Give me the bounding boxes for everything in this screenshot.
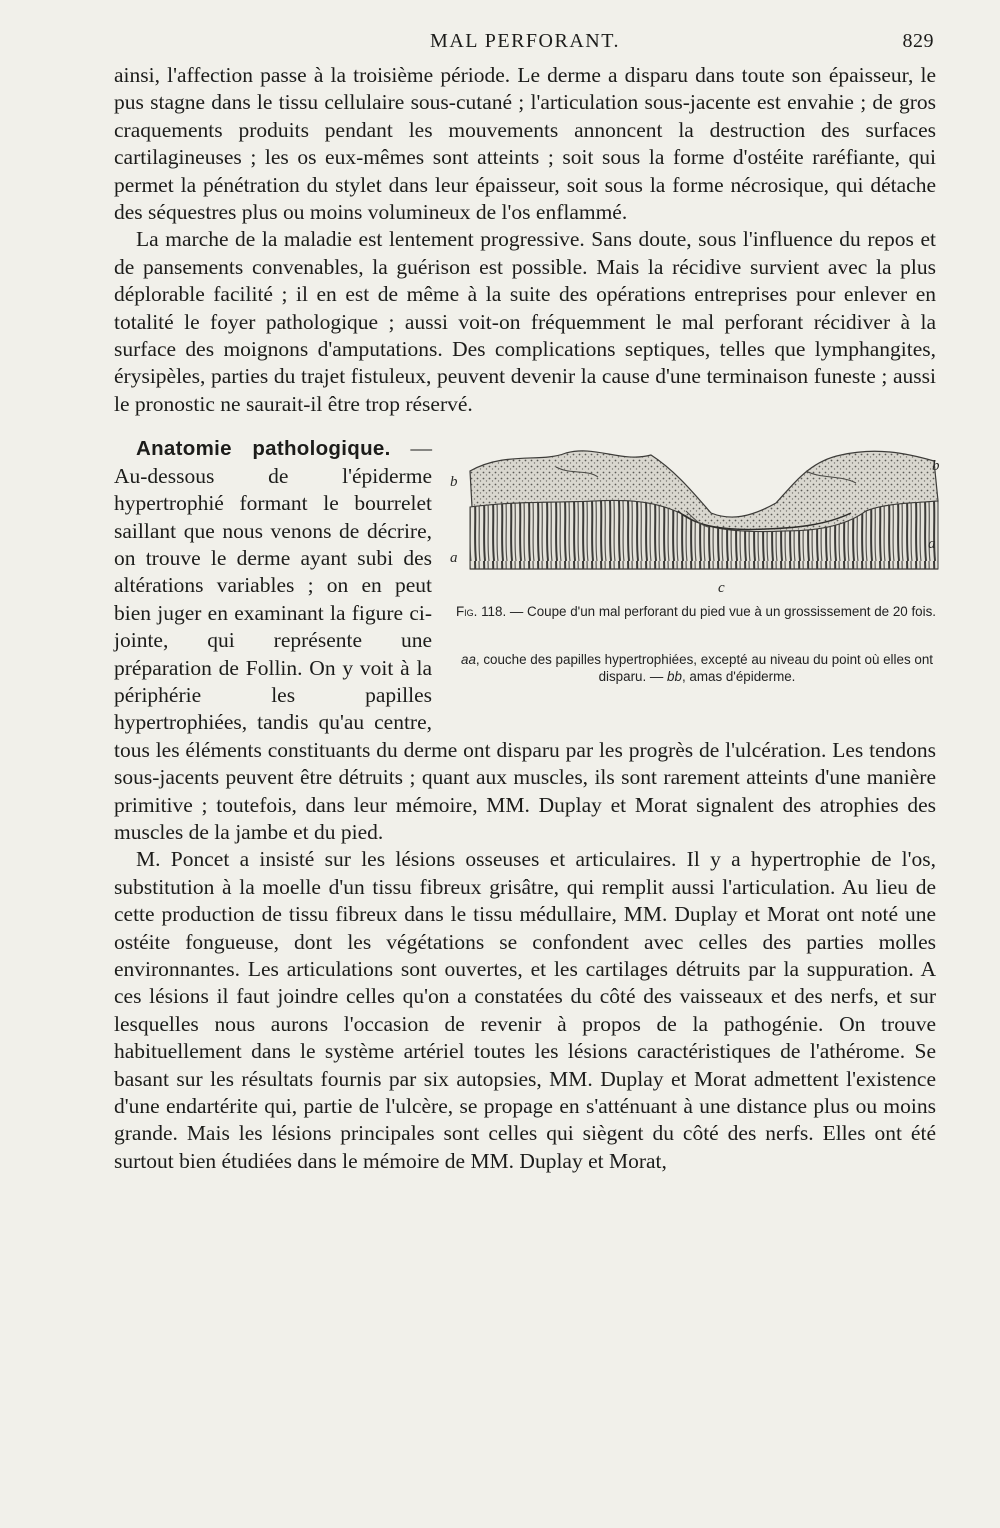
figure-number: Fig. 118. — [455, 604, 507, 620]
figure-caption-text: — Coupe d'un mal perforant du pied vue à un grossissement de 20 fois. — [506, 604, 937, 620]
legend-text-2: , amas d'épiderme. — [681, 669, 796, 685]
section-gap — [114, 418, 936, 435]
page-number: 829 — [902, 30, 934, 52]
paragraph-1: ainsi, l'affection passe à la troisième période. Le derme a disparu dans toute son épaisseur, le pus stagne dans le tissu cellulaire sous-cutané ; l'articulation sous-jacente est envahie ; de gros craquements produits pendant les mouvements annoncent la destruction des surfaces cartilagineuses ; les os eux-mêmes sont atteints ; soit sous la forme d'ostéite raréfiante, qui permet la pénétration du stylet dans leur épaisseur, soit sous la forme nécrosique, qui détache des séquestres plus ou moins volumineux de l'os enflammé. — [114, 63, 936, 225]
legend-key-bb: bb — [667, 669, 682, 685]
label-b-left: b — [450, 474, 458, 491]
running-head — [114, 30, 936, 56]
running-title: MAL PERFORANT. — [430, 30, 620, 52]
figure-118 — [442, 439, 950, 721]
figure-wrap-block — [114, 435, 940, 846]
label-a-right: a — [928, 536, 936, 553]
histology-illustration — [446, 441, 946, 593]
figure-legend — [452, 651, 942, 685]
legend-key-aa: aa — [461, 652, 476, 668]
label-a-left: a — [450, 550, 458, 567]
section-heading: Anatomie pathologique. — [136, 437, 391, 461]
paragraph-2: La marche de la maladie est lentement progressive. Sans doute, sous l'influence du repos et de pansements convenables, la guérison est possible. Mais la récidive survient avec la plus déplorable facilité ; il en est de même à la suite des opérations entreprises pour enlever en totalité le foyer pathologique ; aussi voit-on fréquemment le mal perforant récidiver à la surface des moignons d'amputations. Des complications septiques, telles que lymphangites, érysipèles, parties du trajet fistuleux, peuvent devenir la cause d'une terminaison funeste ; aussi le pronostic ne saurait-il être trop réservé. — [114, 227, 936, 416]
body-text — [114, 62, 940, 1175]
paragraph-3-text: — Au-dessous de l'épiderme hypertrophié formant le bourrelet saillant que nous venons de décrire, on trouve le derme ayant subi des altérations variables ; on en peut bien juger en examinant la figure ci-jointe, qui représente une préparation de Follin. On y voit à la périphérie les papilles hypertrophiées, tandis qu'au centre, tous les éléments constituants du derme ont disparu par les progrès de l'ulcération. Les tendons sous-jacents peuvent être détruits ; quant aux muscles, ils sont rarement atteints d'une manière primitive ; toutefois, dans leur mémoire, MM. Duplay et Morat signalent des atrophies des muscles de la jambe et du pied. — [114, 436, 936, 844]
legend-text-1: , couche des papilles hypertrophiées, excepté au niveau du point où elles ont disparu. — — [475, 652, 933, 685]
label-b-right: b — [932, 458, 940, 475]
figure-caption — [442, 603, 950, 620]
label-c: c — [718, 580, 725, 597]
paragraph-4: M. Poncet a insisté sur les lésions osseuses et articulaires. Il y a hypertrophie de l'os, substitution à la moelle d'un tissu fibreux grisâtre, qui remplit aussi l'articulation. Au lieu de cette production de tissu fibreux dans le tissu médullaire, MM. Duplay et Morat ont noté une ostéite fongueuse, dont les végétations se confondent avec celles des parties molles environnantes. Les articulations sont ouvertes, et les cartilages détruits par la suppuration. A ces lésions il faut joindre celles qu'on a constatées du côté des vaisseaux et des nerfs, et sur lesquelles nous aurons l'occasion de revenir à propos de la pathogénie. On trouve habituellement dans le système artériel toutes les lésions caractéristiques de l'athérome. Se basant sur les résultats fournis par six autopsies, MM. Duplay et Morat admettent l'existence d'une endartérite qui, partie de l'ulcère, se propage en s'atténuant à une distance plus ou moins grande. Mais les lésions principales sont celles qui siègent du côté des nerfs. Elles ont été surtout bien étudiées dans le mémoire de MM. Duplay et Morat, — [114, 847, 936, 1173]
